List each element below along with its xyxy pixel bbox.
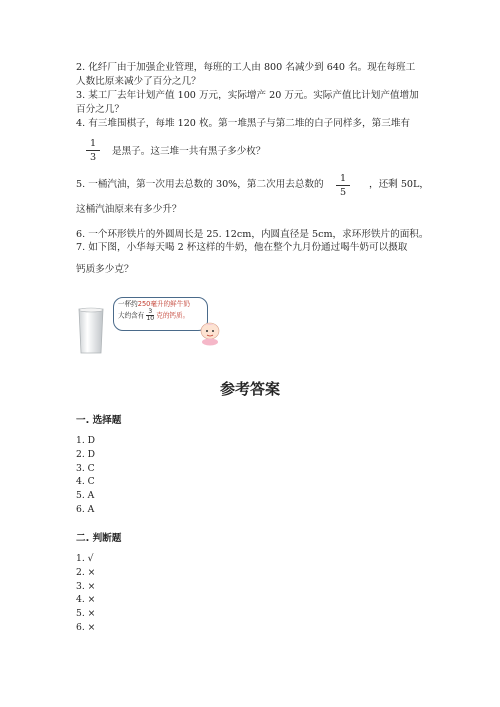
q4-fraction-denominator: 3 — [89, 152, 97, 163]
q2-line2: 人数比原来减少了百分之几？ — [76, 76, 201, 87]
answer-item: 5. A — [76, 490, 95, 502]
q3-line1: 3. 某工厂去年计划产值 100 万元，实际增产 20 万元。实际产值比计划产值增加 — [76, 90, 419, 101]
section-judge-title: 二. 判断题 — [76, 533, 122, 544]
answer-item: 6. A — [76, 503, 95, 515]
q5-line1: 5. 一桶汽油，第一次用去总数的 30%，第二次用去总数的 — [76, 179, 324, 190]
answer-item: 1. D — [76, 435, 96, 446]
q6-line1: 6. 一个环形铁片的外圆周长是 25. 12cm，内圆直径是 5cm，求环形铁片的面积。 — [76, 229, 429, 240]
q7-line2: 钙质多少克？ — [76, 264, 134, 275]
q7-line1: 7. 如下图，小华每天喝 2 杯这样的牛奶，他在整个九月份通过喝牛奶可以摄取 — [76, 242, 408, 253]
bubble-line1-c: 毫升的鲜牛奶 — [150, 300, 190, 308]
bubble-line1-a: 一杯约 — [118, 300, 138, 308]
q5-fraction — [336, 173, 350, 198]
bubble-line2 — [118, 309, 203, 322]
answer-item: 4. × — [76, 594, 96, 606]
q3-line2: 百分之几？ — [76, 104, 124, 115]
q4-line2: 是黑子。这三堆一共有黑子多少枚？ — [112, 146, 266, 157]
answer-item: 6. × — [76, 621, 96, 633]
answer-item: 2. × — [76, 566, 96, 578]
answer-item: 4. C — [76, 476, 95, 488]
bubble-line2-a: 大约含有 — [118, 311, 145, 320]
answer-item: 2. D — [76, 448, 96, 460]
q5-fraction-denominator: 5 — [339, 187, 347, 198]
milk-info-bubble — [113, 297, 208, 331]
answer-item: 5. × — [76, 608, 96, 620]
answer-item: 3. × — [76, 580, 96, 592]
q2-line1: 2. 化纤厂由于加强企业管理，每班的工人由 800 名减少到 640 名。现在每班工 — [76, 62, 416, 73]
bubble-fraction-denominator: 10 — [146, 315, 155, 322]
bubble-line2-b: 克的钙质。 — [156, 311, 190, 320]
q5-line1-end: ，还剩 50L， — [369, 179, 430, 190]
q4-fraction-numerator: 1 — [89, 138, 97, 149]
answer-key-title: 参考答案 — [219, 380, 280, 398]
child-illustration — [195, 318, 225, 346]
q4-fraction — [86, 138, 100, 163]
bubble-line1-amount: 250 — [137, 300, 151, 308]
answer-item: 1. √ — [76, 553, 94, 564]
fraction-bar — [86, 150, 100, 151]
fraction-bar — [336, 185, 350, 186]
q5-fraction-numerator: 1 — [339, 173, 347, 184]
milk-glass-image — [77, 307, 105, 355]
bubble-fraction-numerator: 3 — [148, 308, 153, 315]
section-judge-answers — [76, 552, 95, 635]
answer-item: 3. C — [76, 462, 95, 474]
q4-line1: 4. 有三堆围棋子，每堆 120 枚。第一堆黑子与第二堆的白子同样多，第三堆有 — [76, 118, 411, 129]
bubble-line1 — [118, 299, 203, 309]
section-choice-title: 一. 选择题 — [76, 415, 122, 426]
bubble-fraction — [146, 309, 154, 322]
section-choice-answers — [76, 434, 95, 517]
q5-line2: 这桶汽油原来有多少升？ — [76, 204, 182, 215]
